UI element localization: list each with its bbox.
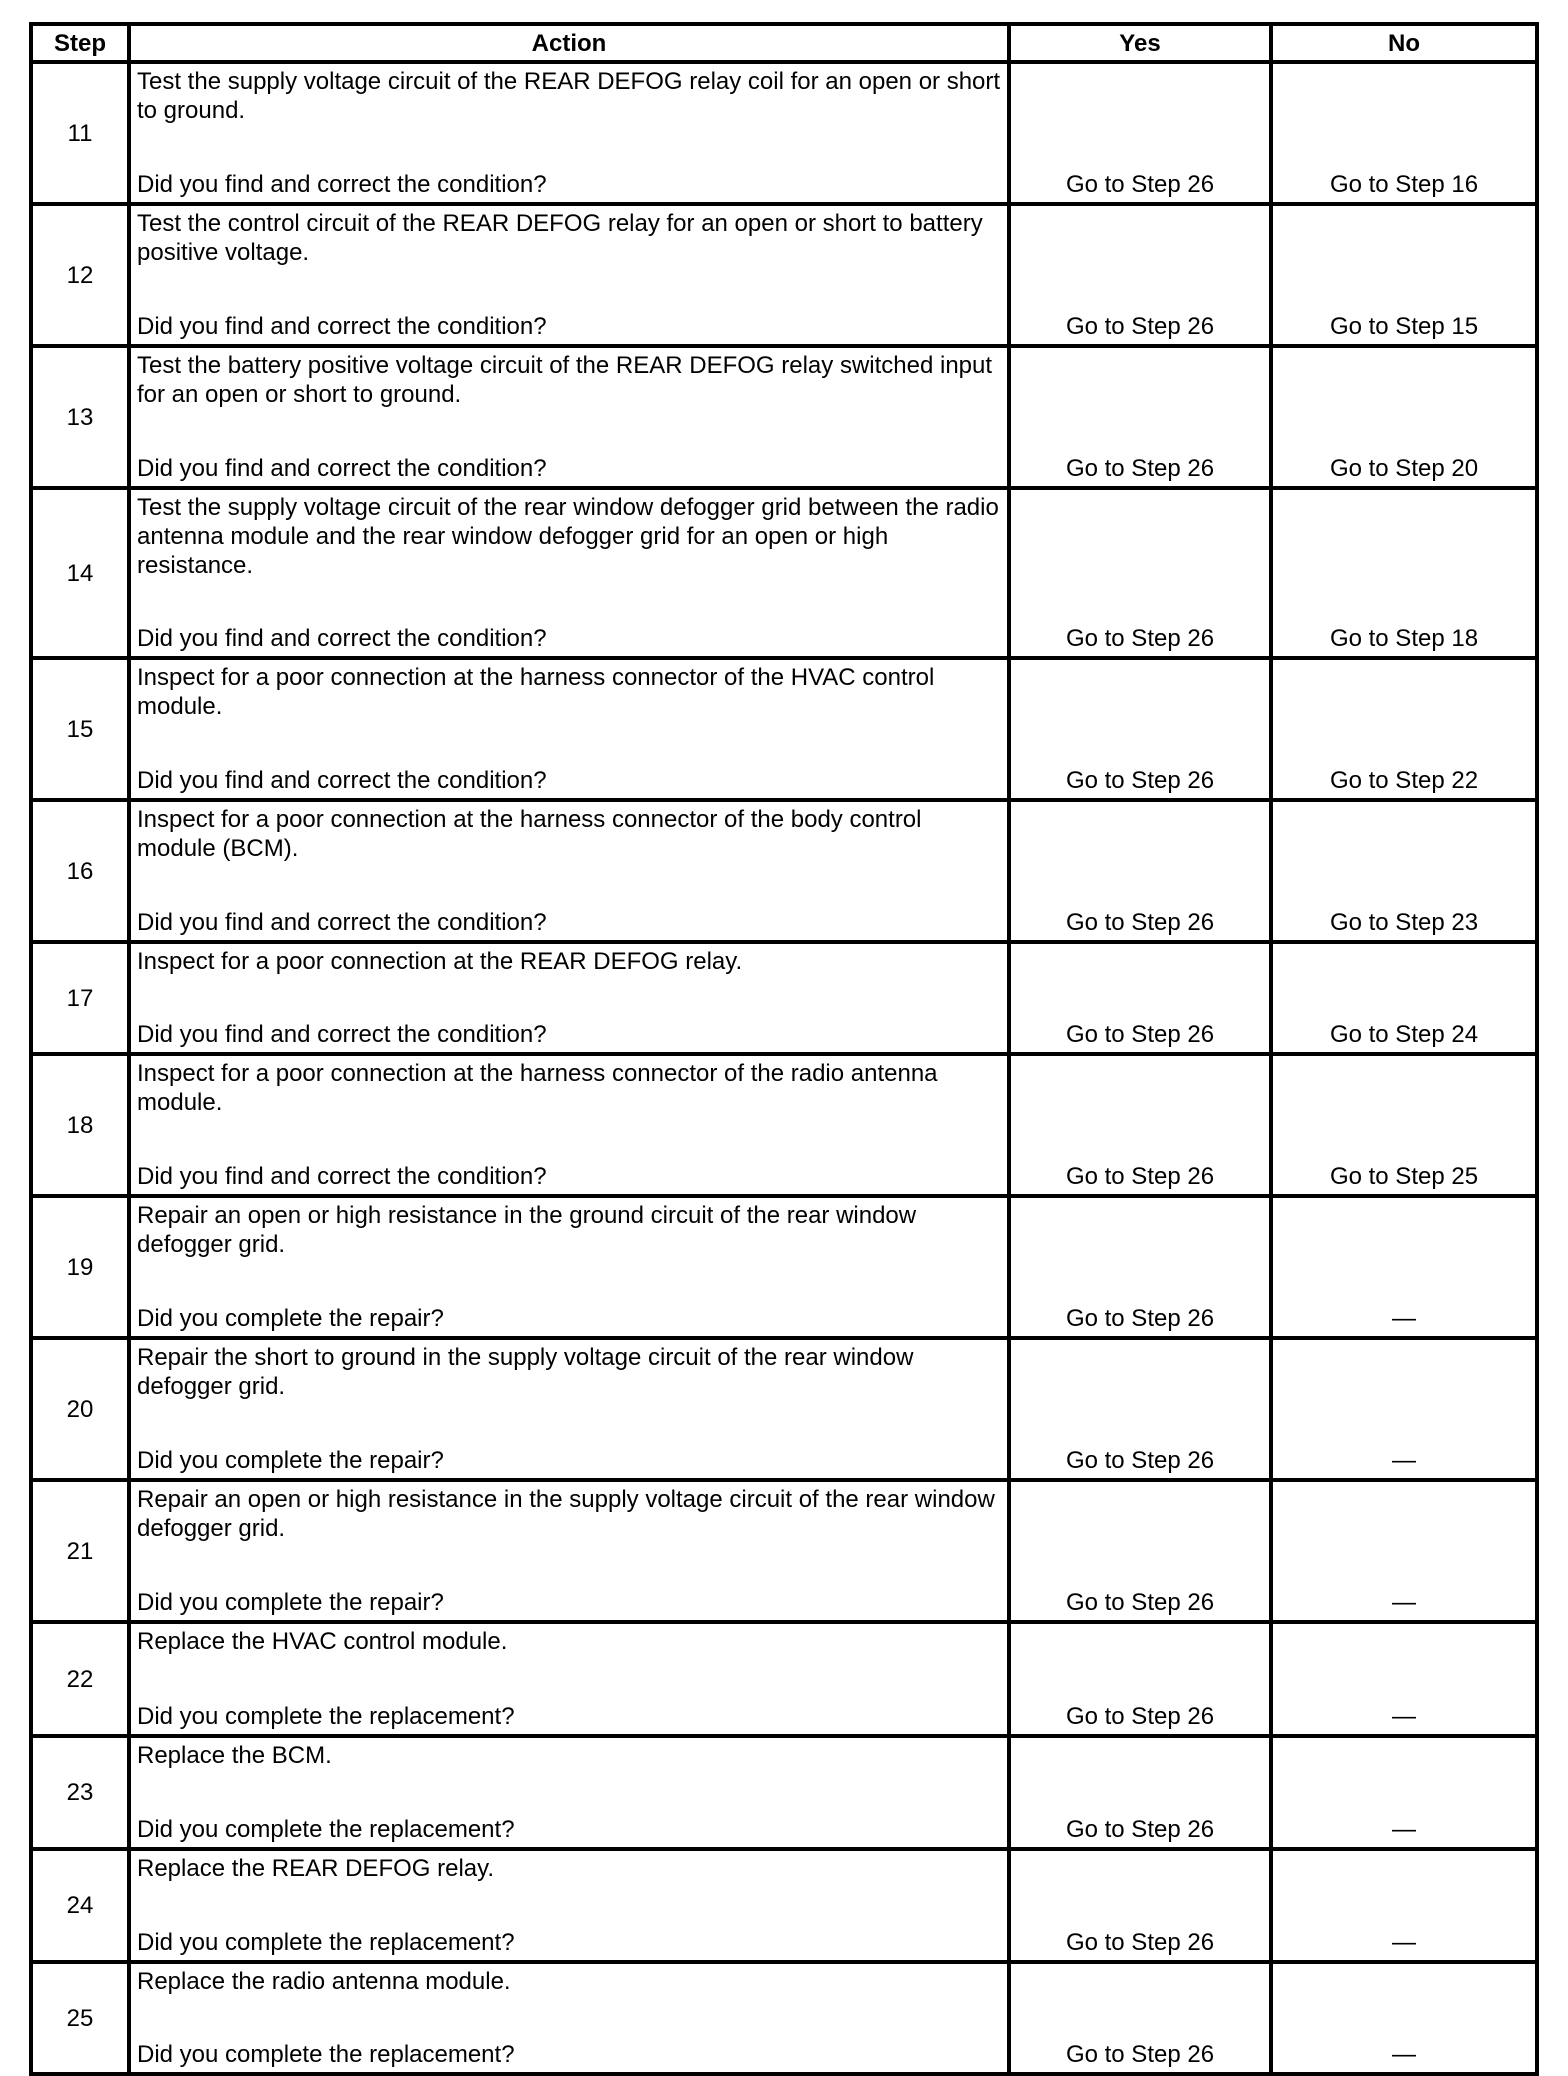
yes-cell: Go to Step 26 [1009, 1622, 1271, 1736]
action-question: Did you complete the replacement? [137, 1703, 515, 1730]
yes-cell: Go to Step 26 [1009, 1736, 1271, 1849]
action-text: Replace the REAR DEFOG relay. [137, 1855, 495, 1882]
action-text: Replace the BCM. [137, 1742, 332, 1769]
step-number: 17 [31, 942, 129, 1054]
table-row [31, 1196, 1537, 1338]
action-text: Inspect for a poor connection at the harness connector of the radio antenna module. [137, 1060, 938, 1116]
action-cell [129, 1196, 1009, 1338]
action-text: Replace the radio antenna module. [137, 1968, 511, 1995]
table-row [31, 1962, 1537, 2074]
diagnostic-table [29, 22, 1539, 2076]
table-row [31, 942, 1537, 1054]
step-number: 15 [31, 658, 129, 800]
no-cell: Go to Step 16 [1271, 62, 1537, 204]
no-cell: — [1271, 1480, 1537, 1622]
action-cell [129, 346, 1009, 488]
no-cell: Go to Step 15 [1271, 204, 1537, 346]
no-cell: Go to Step 18 [1271, 488, 1537, 658]
action-cell [129, 62, 1009, 204]
step-number: 11 [31, 62, 129, 204]
no-cell: — [1271, 1962, 1537, 2074]
no-cell: Go to Step 25 [1271, 1054, 1537, 1196]
action-cell [129, 1962, 1009, 2074]
action-question: Did you complete the replacement? [137, 1816, 515, 1843]
yes-cell: Go to Step 26 [1009, 1196, 1271, 1338]
action-text: Repair an open or high resistance in the supply voltage circuit of the rear window defogger grid. [137, 1486, 995, 1542]
action-question: Did you complete the repair? [137, 1305, 444, 1332]
table-row [31, 1736, 1537, 1849]
table-row [31, 1622, 1537, 1736]
action-cell [129, 1622, 1009, 1736]
step-number: 16 [31, 800, 129, 942]
table-row [31, 1849, 1537, 1962]
action-question: Did you complete the replacement? [137, 1929, 515, 1956]
action-question: Did you complete the repair? [137, 1447, 444, 1474]
action-text: Test the battery positive voltage circuit of the REAR DEFOG relay switched input for an open or short to ground. [137, 352, 993, 408]
yes-cell: Go to Step 26 [1009, 1054, 1271, 1196]
no-cell: Go to Step 23 [1271, 800, 1537, 942]
no-cell: Go to Step 22 [1271, 658, 1537, 800]
action-cell [129, 1480, 1009, 1622]
action-text: Replace the HVAC control module. [137, 1628, 508, 1655]
header-yes: Yes [1009, 24, 1271, 62]
yes-cell: Go to Step 26 [1009, 800, 1271, 942]
table-row [31, 800, 1537, 942]
action-question: Did you find and correct the condition? [137, 171, 547, 198]
no-cell: — [1271, 1196, 1537, 1338]
action-text: Test the supply voltage circuit of the REAR DEFOG relay coil for an open or short to ground. [137, 68, 1001, 124]
action-question: Did you find and correct the condition? [137, 313, 547, 340]
action-cell [129, 800, 1009, 942]
action-text: Inspect for a poor connection at the harness connector of the HVAC control module. [137, 664, 935, 720]
table-row [31, 62, 1537, 204]
action-text: Repair an open or high resistance in the ground circuit of the rear window defogger grid. [137, 1202, 917, 1258]
action-text: Inspect for a poor connection at the harness connector of the body control module (BCM). [137, 806, 922, 862]
no-cell: Go to Step 20 [1271, 346, 1537, 488]
no-cell: — [1271, 1338, 1537, 1480]
yes-cell: Go to Step 26 [1009, 1849, 1271, 1962]
action-question: Did you complete the repair? [137, 1589, 444, 1616]
table-row [31, 346, 1537, 488]
no-cell: Go to Step 24 [1271, 942, 1537, 1054]
step-number: 19 [31, 1196, 129, 1338]
action-question: Did you find and correct the condition? [137, 625, 547, 652]
yes-cell: Go to Step 26 [1009, 346, 1271, 488]
step-number: 23 [31, 1736, 129, 1849]
action-cell [129, 1849, 1009, 1962]
yes-cell: Go to Step 26 [1009, 942, 1271, 1054]
table-row [31, 658, 1537, 800]
action-question: Did you find and correct the condition? [137, 909, 547, 936]
action-cell [129, 942, 1009, 1054]
step-number: 25 [31, 1962, 129, 2074]
action-cell [129, 658, 1009, 800]
action-text: Test the control circuit of the REAR DEFOG relay for an open or short to battery positive voltage. [137, 210, 983, 266]
yes-cell: Go to Step 26 [1009, 204, 1271, 346]
yes-cell: Go to Step 26 [1009, 62, 1271, 204]
header-action: Action [129, 24, 1009, 62]
action-question: Did you find and correct the condition? [137, 1163, 547, 1190]
action-question: Did you find and correct the condition? [137, 1021, 547, 1048]
action-question: Did you complete the replacement? [137, 2041, 515, 2068]
action-cell [129, 488, 1009, 658]
no-cell: — [1271, 1736, 1537, 1849]
step-number: 12 [31, 204, 129, 346]
action-text: Repair the short to ground in the supply voltage circuit of the rear window defogger grid. [137, 1344, 914, 1400]
step-number: 20 [31, 1338, 129, 1480]
action-question: Did you find and correct the condition? [137, 455, 547, 482]
table-row [31, 204, 1537, 346]
step-number: 24 [31, 1849, 129, 1962]
header-row [31, 24, 1537, 62]
table-row [31, 1054, 1537, 1196]
header-no: No [1271, 24, 1537, 62]
yes-cell: Go to Step 26 [1009, 658, 1271, 800]
step-number: 18 [31, 1054, 129, 1196]
table-row [31, 488, 1537, 658]
no-cell: — [1271, 1622, 1537, 1736]
yes-cell: Go to Step 26 [1009, 488, 1271, 658]
no-cell: — [1271, 1849, 1537, 1962]
table-row [31, 1338, 1537, 1480]
action-cell [129, 204, 1009, 346]
header-step: Step [31, 24, 129, 62]
step-number: 22 [31, 1622, 129, 1736]
step-number: 14 [31, 488, 129, 658]
table-row [31, 1480, 1537, 1622]
action-text: Inspect for a poor connection at the REAR DEFOG relay. [137, 948, 743, 975]
yes-cell: Go to Step 26 [1009, 1962, 1271, 2074]
yes-cell: Go to Step 26 [1009, 1480, 1271, 1622]
step-number: 21 [31, 1480, 129, 1622]
action-cell [129, 1054, 1009, 1196]
yes-cell: Go to Step 26 [1009, 1338, 1271, 1480]
action-text: Test the supply voltage circuit of the rear window defogger grid between the radio antenna module and the rear window defogger grid for an open or high resistance. [137, 494, 999, 579]
action-cell [129, 1736, 1009, 1849]
action-cell [129, 1338, 1009, 1480]
step-number: 13 [31, 346, 129, 488]
action-question: Did you find and correct the condition? [137, 767, 547, 794]
